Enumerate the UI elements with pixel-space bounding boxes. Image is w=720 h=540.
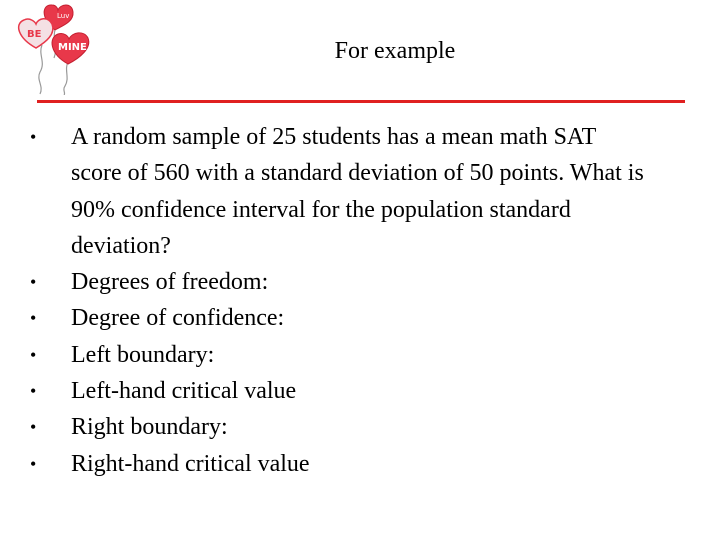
bullet-item xyxy=(30,300,650,336)
bullet-item xyxy=(30,409,650,445)
bullet-item xyxy=(30,337,650,373)
bullet-dot: • xyxy=(30,272,37,293)
bullet-text: Degree of confidence: xyxy=(71,305,285,332)
bullet-text: A random sample of 25 students has a mean math SAT score of 560 with a standard deviation of 50 points. What is 90% confidence interval for the population standard deviation? xyxy=(71,124,644,259)
balloon-text-mine: MINE xyxy=(58,42,87,53)
bullet-text: Right boundary: xyxy=(71,414,228,441)
bullet-item xyxy=(30,446,650,482)
bullet-dot: • xyxy=(30,127,37,147)
bullet-dot: • xyxy=(30,308,37,329)
bullet-item xyxy=(30,119,650,264)
bullet-dot: • xyxy=(30,344,37,365)
balloon-text-luv: Luv xyxy=(57,12,70,20)
bullet-list xyxy=(30,119,650,482)
bullet-text: Right-hand critical value xyxy=(71,450,310,477)
bullet-item xyxy=(30,373,650,409)
bullet-dot: • xyxy=(30,453,37,474)
bullet-text: Left boundary: xyxy=(71,341,215,368)
title-divider xyxy=(37,100,685,103)
bullet-dot: • xyxy=(30,417,37,438)
bullet-item xyxy=(30,264,650,300)
balloon-text-be: BE xyxy=(27,29,42,40)
slide-title: For example xyxy=(334,38,456,64)
bullet-text: Left-hand critical value xyxy=(71,378,297,405)
bullet-dot: • xyxy=(30,381,37,402)
bullet-text: Degrees of freedom: xyxy=(71,269,269,296)
